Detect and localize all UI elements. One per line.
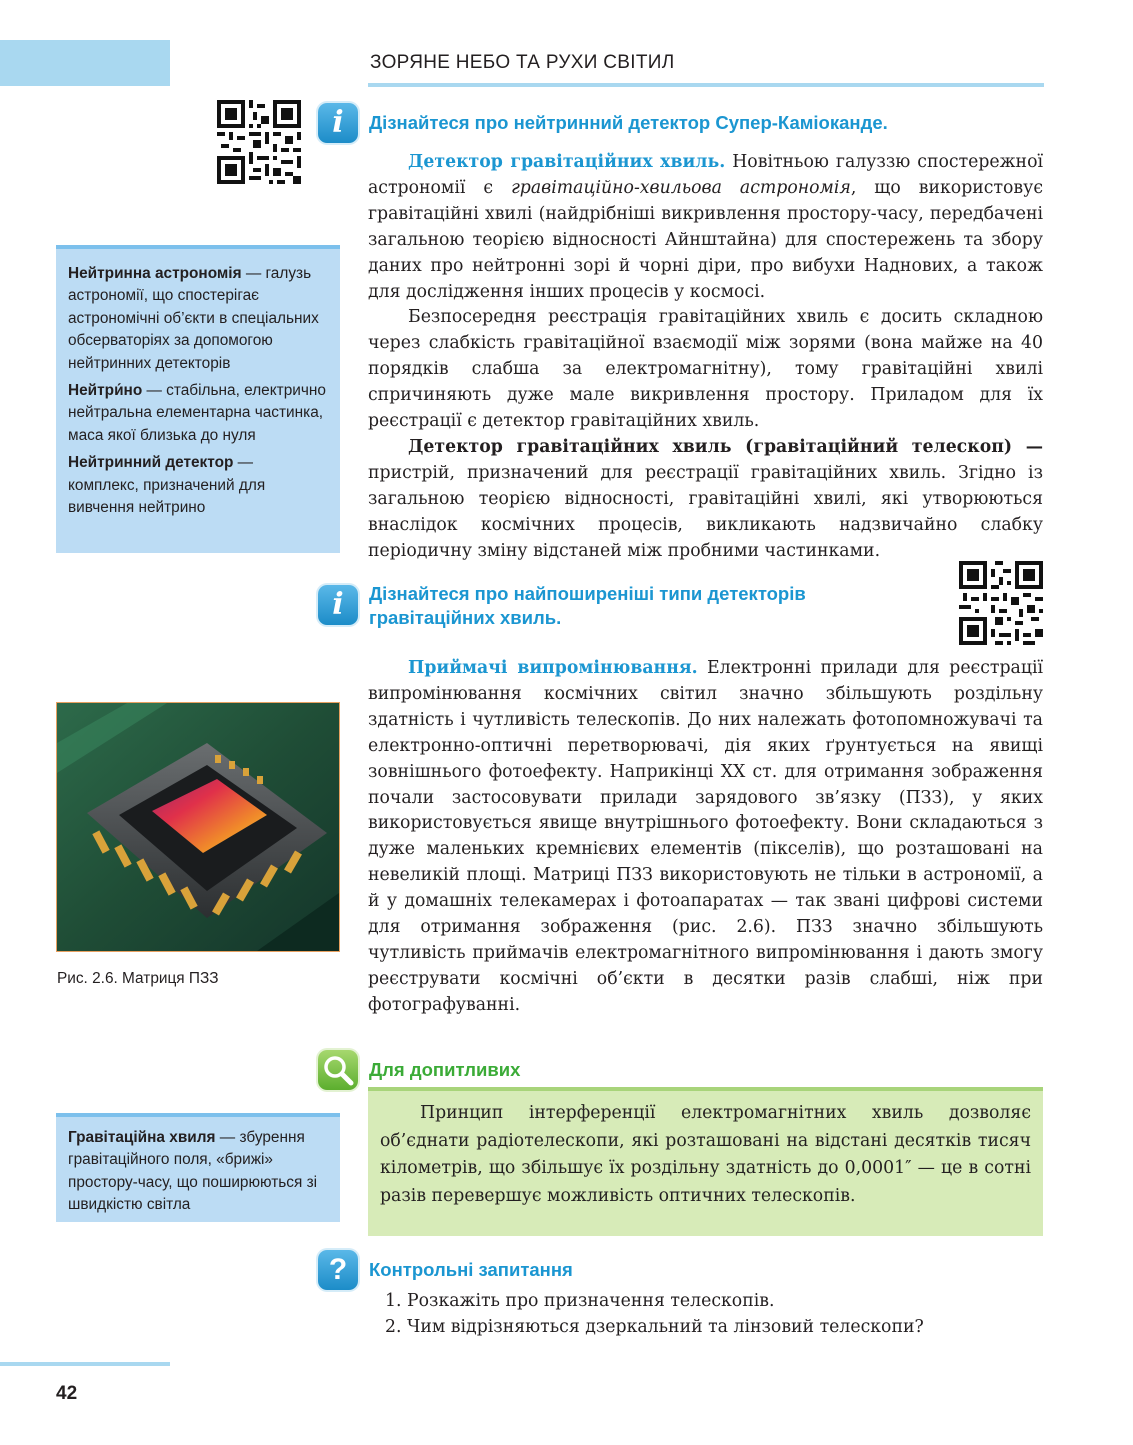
definition [68, 380, 328, 447]
info-icon: i [318, 585, 358, 625]
qr-code-icon[interactable] [959, 561, 1043, 645]
bold-definition: Детектор гравітаційних хвиль (гравітаційний телескоп) — [408, 436, 1043, 457]
term-heading: Приймачі випромінювання. [408, 658, 698, 678]
questions-list [385, 1288, 924, 1340]
corner-tab [0, 40, 170, 86]
paragraph-text: , що використовує гравітаційні хвилі (найдрібніші викривлення простору-часу, передбачені загальною теорією відносності Айнштайна) для спостережень та збору даних про нейтронні зорі й чорні діри, про вибухи Наднових, а також для дослідження інших процесів у космосі. [368, 177, 1043, 302]
question-icon: ? [318, 1250, 358, 1290]
magnifier-icon [318, 1050, 358, 1090]
definition [68, 263, 328, 375]
term-heading: Детектор гравітаційних хвиль. [408, 152, 726, 172]
qr-code-icon[interactable] [217, 100, 301, 184]
footer-rule [0, 1362, 170, 1366]
main-text-block [368, 656, 1043, 1019]
info-icon: i [318, 103, 358, 143]
info-heading-line: Дізнайтеся про найпоширеніші типи детекторів [369, 583, 806, 604]
curious-heading: Для допитливих [369, 1059, 521, 1080]
paragraph [368, 656, 1043, 1019]
definition [68, 452, 328, 519]
definition-term: Нейтри́но [68, 382, 143, 400]
definition-term: Нейтринна астрономія [68, 265, 242, 282]
curious-box [368, 1087, 1043, 1236]
definition-text: — комплекс, призначений для вивчення нейтрино [68, 454, 266, 517]
definitions-sidebar [56, 1113, 340, 1222]
definition-text: — збурення гравітаційного поля, «брижі» простору-часу, що поширюються зі швидкістю світла [68, 1129, 318, 1214]
ccd-matrix-photo [56, 702, 340, 952]
paragraph [368, 150, 1043, 305]
paragraph-text: пристрій, призначений для реєстрації гравітаційних хвиль. Згідно із загальною теорією відносності, гравітаційні хвилі, які утворюються внаслідок космічних процесів, викликають надзвичайно слабку періодичну зміну відстаней між пробними частинками. [368, 462, 1043, 561]
paragraph-text: Новітньою галуззю спостережної астрономії є [368, 152, 1044, 198]
italic-term: гравітаційно-хвильова астрономія [511, 177, 851, 198]
definition-text: — галузь астрономії, що спостерігає астрономічні об’єкти в спеціальних обсерваторіях за допомогою нейтринних детекторів [68, 265, 319, 372]
info-heading-line: гравітаційних хвиль. [369, 607, 562, 628]
definition-term: Нейтринний детектор [68, 454, 234, 472]
main-text-block [368, 150, 1043, 565]
info-heading: Дізнайтеся про нейтринний детектор Супер-Каміоканде. [369, 112, 888, 133]
questions-heading: Контрольні запитання [369, 1259, 573, 1280]
paragraph-text: Електронні прилади для реєстрації випромінювання космічних світил значно збільшують роздільну здатність і чутливість телескопів. До них належать фотопомножувачі та електронно-оптичні перетворювачі, дія яких ґрунтується на явищі зовнішнього фотоефекту. Наприкінці XX ст. для отримання зображення почали застосовувати прилади зарядового зв’язку (ПЗЗ), у яких використовується явище внутрішнього фотоефекту. Вони складаються з дуже маленьких кремнієвих елементів (пікселів), що розташовані на невеликій площі. Матриці ПЗЗ використовують не тільки в астрономії, а й у домашніх телекамерах і фотоапаратах — так звані цифрові системи для отримання зображення (рис. 2.6). ПЗЗ значно збільшують чутливість приймачів електромагнітного випромінювання і дають змогу реєструвати космічні об’єкти в десятки разів слабші, ніж при фотографуванні. [368, 658, 1043, 1015]
paragraph [368, 435, 1043, 565]
paragraph: Безпосередня реєстрація гравітаційних хвиль є досить складною через слабкість гравітаційної взаємодії між зорями (вона майже на 40 порядків слабша за електромагнітну), тому гравітаційні хвилі спричиняють дуже мале викривлення простору. Приладом для їх реєстрації є детектор гравітаційних хвиль. [368, 307, 1043, 432]
definitions-sidebar [56, 245, 340, 553]
figure-caption: Рис. 2.6. Матриця ПЗЗ [57, 970, 219, 987]
header-rule [368, 83, 1044, 87]
info-heading [369, 582, 806, 630]
running-header: ЗОРЯНЕ НЕБО ТА РУХИ СВІТИЛ [370, 52, 675, 73]
curious-text: Принцип інтерференції електромагнітних хвиль дозволяє об’єднати радіотелескопи, які розташовані на відстані десятків тисяч кілометрів, що збільшує їх роздільну здатність до 0,0001″ — це в сотні разів перевершує можливість оптичних телескопів. [380, 1103, 1031, 1206]
definition-text: — стабільна, електрично нейтральна елементарна частинка, маса якої близька до нуля [68, 382, 326, 444]
question-item: 1. Розкажіть про призначення телескопів. [385, 1291, 775, 1311]
definition-term: Гравітаційна хвиля [68, 1129, 216, 1146]
definition [68, 1127, 328, 1217]
page-number: 42 [56, 1383, 78, 1404]
question-item: 2. Чим відрізняються дзеркальний та лінзовий телескопи? [385, 1317, 924, 1337]
